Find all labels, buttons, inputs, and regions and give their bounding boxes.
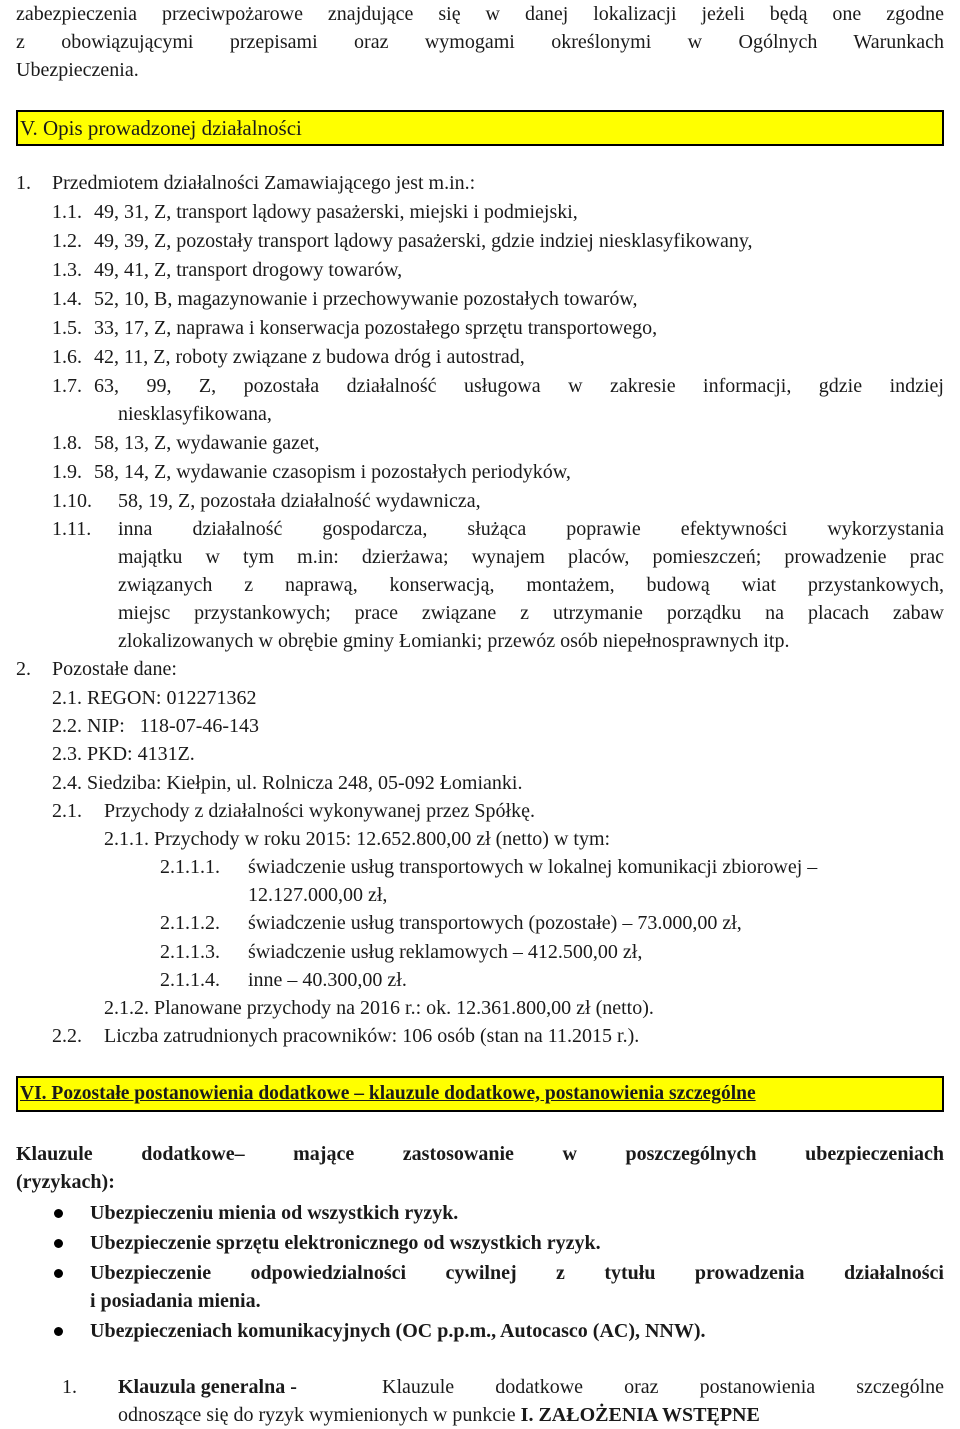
revenue-text: świadczenie usług transportowych w lokalnej komunikacji zbiorowej – bbox=[248, 856, 818, 878]
intro-line-1: zabezpieczenia przeciwpożarowe znajdujące się w danej lokalizacji jeżeli będą one zgodne bbox=[16, 3, 944, 25]
bullet-icon bbox=[54, 1269, 63, 1278]
klauzule-heading-line-2: (ryzykach): bbox=[16, 1171, 115, 1193]
przychody-number: 2.1. bbox=[52, 800, 82, 822]
bullet-item: Ubezpieczeniach komunikacyjnych (OC p.p.m., Autocasco (AC), NNW). bbox=[90, 1320, 706, 1342]
section-vi-title: VI. Pozostałe postanowienia dodatkowe – klauzule dodatkowe, postanowienia szczególne bbox=[20, 1083, 756, 1104]
bullet-item: Ubezpieczeniu mienia od wszystkich ryzyk. bbox=[90, 1202, 459, 1224]
sub-text-line: miejsc przystankowych; prace związane z utrzymanie porządku na placach zabaw bbox=[118, 602, 944, 624]
intro-line-3: Ubezpieczenia. bbox=[16, 59, 139, 81]
przychody-2016: 2.1.2. Planowane przychody na 2016 r.: ok. 12.361.800,00 zł (netto). bbox=[104, 997, 654, 1019]
sub-number: 1.6. bbox=[52, 346, 82, 368]
sub-number: 1.9. bbox=[52, 461, 82, 483]
sub-number: 1.10. bbox=[52, 490, 92, 512]
generalna-number: 1. bbox=[62, 1376, 77, 1398]
revenue-number: 2.1.1.4. bbox=[160, 969, 220, 991]
section-vi-heading bbox=[16, 1076, 944, 1112]
sub-number: 1.11. bbox=[52, 518, 92, 540]
section-v-heading bbox=[16, 110, 944, 146]
przychody-2015: 2.1.1. Przychody w roku 2015: 12.652.800,00 zł (netto) w tym: bbox=[104, 828, 611, 850]
sub-text: 52, 10, B, magazynowanie i przechowywanie pozostałych towarów, bbox=[94, 288, 638, 310]
sub-number: 1.2. bbox=[52, 230, 82, 252]
revenue-number: 2.1.1.1. bbox=[160, 856, 220, 878]
zatrudnienie-number: 2.2. bbox=[52, 1025, 82, 1047]
generalna-line-2 bbox=[118, 1401, 760, 1429]
bullet-item: Ubezpieczenie odpowiedzialności cywilnej z tytułu prowadzenia działalności bbox=[90, 1262, 944, 1284]
item-1-number: 1. bbox=[16, 172, 31, 194]
przychody-text: Przychody z działalności wykonywanej przez Spółkę. bbox=[104, 800, 535, 822]
sub-number: 1.7. bbox=[52, 375, 82, 397]
generalna-label: Klauzula generalna - bbox=[118, 1376, 297, 1398]
sub-text: 49, 39, Z, pozostały transport lądowy pasażerski, gdzie indziej niesklasyfikowany, bbox=[94, 230, 753, 252]
item-1-text: Przedmiotem działalności Zamawiającego jest m.in.: bbox=[52, 172, 476, 194]
sub-text-line: zlokalizowanych w obrębie gminy Łomianki; przewóz osób niepełnosprawnych itp. bbox=[118, 630, 790, 652]
nip: 2.2. NIP: 118-07-46-143 bbox=[52, 715, 260, 737]
siedziba: 2.4. Siedziba: Kiełpin, ul. Rolnicza 248, 05-092 Łomianki. bbox=[52, 772, 523, 794]
generalna-line-2-text: odnoszące się do ryzyk wymienionych w punkcie bbox=[118, 1404, 516, 1426]
section-v-title: V. Opis prowadzonej działalności bbox=[20, 116, 302, 140]
revenue-number: 2.1.1.2. bbox=[160, 912, 220, 934]
pkd: 2.3. PKD: 4131Z. bbox=[52, 743, 195, 765]
sub-number: 1.3. bbox=[52, 259, 82, 281]
sub-text: 49, 31, Z, transport lądowy pasażerski, miejski i podmiejski, bbox=[94, 201, 578, 223]
bullet-icon bbox=[54, 1209, 63, 1218]
sub-text: 58, 13, Z, wydawanie gazet, bbox=[94, 432, 320, 454]
zatrudnienie-text: Liczba zatrudnionych pracowników: 106 osób (stan na 11.2015 r.). bbox=[104, 1025, 640, 1047]
sub-number: 1.8. bbox=[52, 432, 82, 454]
intro-line-2: z obowiązującymi przepisami oraz wymogami określonymi w Ogólnych Warunkach bbox=[16, 31, 944, 53]
sub-text-line: inna działalność gospodarcza, służąca poprawie efektywności wykorzystania bbox=[118, 518, 944, 540]
sub-text: 42, 11, Z, roboty związane z budowa dróg i autostrad, bbox=[94, 346, 525, 368]
bullet-item: Ubezpieczenie sprzętu elektronicznego od wszystkich ryzyk. bbox=[90, 1232, 601, 1254]
sub-number: 1.4. bbox=[52, 288, 82, 310]
item-2-number: 2. bbox=[16, 658, 31, 680]
sub-text: 58, 14, Z, wydawanie czasopism i pozostałych periodyków, bbox=[94, 461, 571, 483]
revenue-number: 2.1.1.3. bbox=[160, 941, 220, 963]
revenue-text: świadczenie usług reklamowych – 412.500,00 zł, bbox=[248, 941, 643, 963]
generalna-reference: I. ZAŁOŻENIA WSTĘPNE bbox=[520, 1404, 760, 1426]
revenue-text-continued: 12.127.000,00 zł, bbox=[248, 884, 388, 906]
bullet-icon bbox=[54, 1239, 63, 1248]
sub-text-continued: niesklasyfikowana, bbox=[118, 403, 272, 425]
sub-text-line: majątku w tym m.in: dzierżawa; wynajem placów, pomieszczeń; prowadzenie prac bbox=[118, 546, 944, 568]
bullet-icon bbox=[54, 1327, 63, 1336]
sub-text: 63, 99, Z, pozostała działalność usługowa w zakresie informacji, gdzie indziej bbox=[94, 375, 944, 397]
sub-text: 33, 17, Z, naprawa i konserwacja pozostałego sprzętu transportowego, bbox=[94, 317, 658, 339]
revenue-text: świadczenie usług transportowych (pozostałe) – 73.000,00 zł, bbox=[248, 912, 742, 934]
regon: 2.1. REGON: 012271362 bbox=[52, 687, 257, 709]
generalna-line-1: Klauzule dodatkowe oraz postanowienia szczególne bbox=[382, 1376, 944, 1398]
sub-number: 1.1. bbox=[52, 201, 82, 223]
revenue-text: inne – 40.300,00 zł. bbox=[248, 969, 407, 991]
sub-number: 1.5. bbox=[52, 317, 82, 339]
sub-text: 58, 19, Z, pozostała działalność wydawnicza, bbox=[118, 490, 481, 512]
item-2-text: Pozostałe dane: bbox=[52, 658, 177, 680]
klauzule-heading-line-1: Klauzule dodatkowe– mające zastosowanie w poszczególnych ubezpieczeniach bbox=[16, 1143, 944, 1165]
bullet-item-continued: i posiadania mienia. bbox=[90, 1290, 261, 1312]
sub-text-line: związanych z naprawą, konserwacją, montażem, budową wiat przystankowych, bbox=[118, 574, 944, 596]
sub-text: 49, 41, Z, transport drogowy towarów, bbox=[94, 259, 403, 281]
